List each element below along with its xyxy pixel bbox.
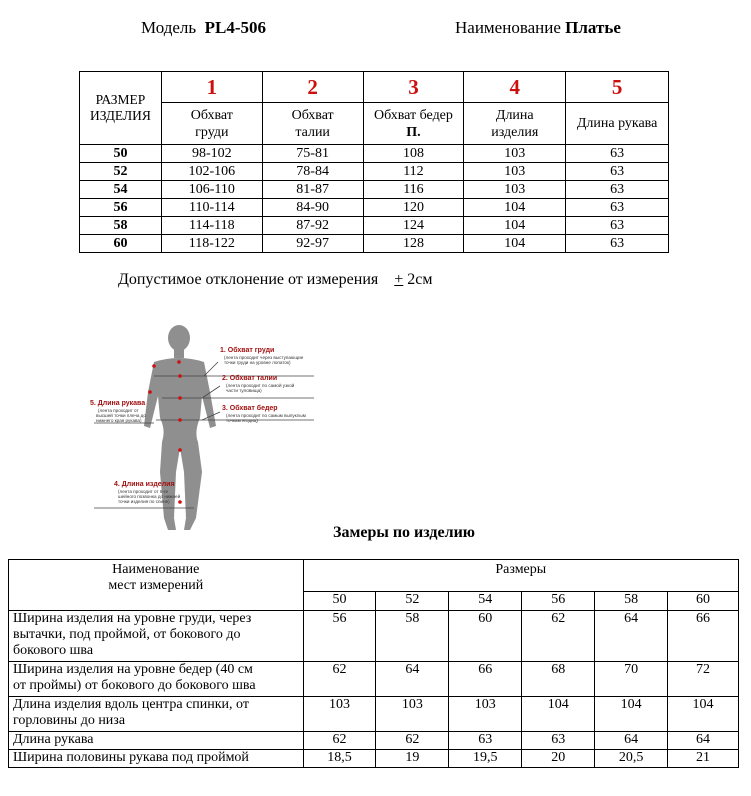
measurement-cell: 63 xyxy=(566,145,669,163)
column-number: 2 xyxy=(262,72,363,103)
garment-value-cell: 70 xyxy=(595,662,668,697)
measurement-cell: 63 xyxy=(566,199,669,217)
column-number: 1 xyxy=(161,72,262,103)
measure-place-label xyxy=(9,750,304,768)
column-header-line: Длина xyxy=(495,107,534,123)
garment-value-cell: 64 xyxy=(595,611,668,662)
note-hips-2: точкам ягодиц) xyxy=(226,418,258,423)
measurement-cell: 114-118 xyxy=(161,217,262,235)
measurement-cell: 81-87 xyxy=(262,181,363,199)
size-table xyxy=(79,71,669,253)
measurement-cell: 120 xyxy=(363,199,464,217)
size-corner-label-1: РАЗМЕР xyxy=(95,92,146,107)
column-header xyxy=(161,103,262,145)
garment-value-cell: 60 xyxy=(449,611,522,662)
note-sleeve-1: (лента проходит от xyxy=(98,408,139,413)
column-header xyxy=(363,103,464,145)
tolerance-line xyxy=(118,271,433,289)
product-name-line xyxy=(455,18,621,38)
size-header-cell: 56 xyxy=(522,591,595,610)
measurement-cell: 128 xyxy=(363,235,464,253)
garment-value-cell: 64 xyxy=(595,732,668,750)
note-hips-1: (лента проходит по самым выпуклым xyxy=(226,413,306,418)
garment-value-cell: 104 xyxy=(595,697,668,732)
garment-value-cell: 62 xyxy=(303,732,376,750)
note-length-1: (лента проходит от 6-ге xyxy=(118,489,169,494)
garment-row xyxy=(9,697,739,732)
measurement-cell: 63 xyxy=(566,163,669,181)
measurement-cell: 63 xyxy=(566,181,669,199)
garment-value-cell: 68 xyxy=(522,662,595,697)
measure-place-label xyxy=(9,662,304,697)
size-corner-cell xyxy=(80,72,162,145)
column-number: 3 xyxy=(363,72,464,103)
label-length: 4. Длина изделия xyxy=(114,481,175,488)
garment-value-cell: 66 xyxy=(668,611,739,662)
note-sleeve-3: нижнего края рукава) xyxy=(96,418,142,423)
garment-value-cell: 62 xyxy=(522,611,595,662)
measure-place-label xyxy=(9,611,304,662)
measure-place-header xyxy=(9,560,304,611)
size-header-cell: 50 xyxy=(303,591,376,610)
name-value: Платье xyxy=(565,18,621,37)
column-header-line: Обхват xyxy=(291,107,334,123)
note-chest-2: точки груди на уровне лопаток) xyxy=(224,360,291,365)
garment-table-title: Замеры по изделию xyxy=(333,524,476,541)
garment-value-cell: 19 xyxy=(376,750,449,768)
size-row xyxy=(80,181,669,199)
measurement-cell: 103 xyxy=(464,145,566,163)
measurement-cell: 112 xyxy=(363,163,464,181)
garment-value-cell: 20,5 xyxy=(595,750,668,768)
garment-value-cell: 103 xyxy=(376,697,449,732)
note-length-3: точки изделия по спине) xyxy=(118,499,170,504)
size-row xyxy=(80,145,669,163)
note-chest-1: (лента проходит через выступающие xyxy=(224,355,304,360)
garment-value-cell: 103 xyxy=(449,697,522,732)
measure-place-label-line: горловины до низа xyxy=(13,713,126,728)
column-header xyxy=(566,103,669,145)
garment-value-cell: 64 xyxy=(376,662,449,697)
column-header-line: груди xyxy=(195,124,229,140)
label-hips: 3. Обхват бедер xyxy=(222,405,278,412)
size-header-cell: 60 xyxy=(668,591,739,610)
note-sleeve-2: высшей точки плеча до xyxy=(96,413,146,418)
model-value: PL4-506 xyxy=(204,18,267,37)
size-row xyxy=(80,199,669,217)
measurement-cell: 103 xyxy=(464,181,566,199)
measurement-cell: 84-90 xyxy=(262,199,363,217)
measure-place-label-line: Ширина изделия на уровне бедер (40 см xyxy=(13,662,253,677)
measure-place-label-line: от проймы) от бокового до бокового шва xyxy=(13,678,256,693)
measurement-cell: 108 xyxy=(363,145,464,163)
label-chest: 1. Обхват груди xyxy=(220,347,275,354)
measurement-cell: 118-122 xyxy=(161,235,262,253)
measurement-cell: 103 xyxy=(464,163,566,181)
size-value: 56 xyxy=(80,199,162,217)
garment-value-cell: 62 xyxy=(376,732,449,750)
measure-place-label-line: Длина изделия вдоль центра спинки, от xyxy=(13,697,249,712)
model-line xyxy=(141,18,266,38)
tolerance-text: Допустимое отклонение от измерения xyxy=(118,271,379,288)
measurement-figure xyxy=(84,322,334,540)
garment-value-cell: 21 xyxy=(668,750,739,768)
measurement-cell: 104 xyxy=(464,235,566,253)
label-sleeve: 5. Длина рукава xyxy=(90,400,146,407)
size-header-cell: 54 xyxy=(449,591,522,610)
garment-value-cell: 104 xyxy=(668,697,739,732)
size-row xyxy=(80,235,669,253)
column-number: 5 xyxy=(566,72,669,103)
size-value: 52 xyxy=(80,163,162,181)
measurement-cell: 124 xyxy=(363,217,464,235)
column-header xyxy=(262,103,363,145)
garment-table xyxy=(8,559,739,768)
garment-value-cell: 66 xyxy=(449,662,522,697)
sizes-header: Размеры xyxy=(303,560,738,592)
column-header-line: Обхват бедер xyxy=(374,107,453,123)
model-label: Модель xyxy=(141,18,197,37)
size-value: 54 xyxy=(80,181,162,199)
measure-place-label-line: Ширина изделия на уровне груди, через xyxy=(13,611,252,626)
garment-value-cell: 18,5 xyxy=(303,750,376,768)
column-header-line: Длина рукава xyxy=(576,116,658,131)
measure-place-label-line: вытачки, под проймой, от бокового до xyxy=(13,627,241,642)
measurement-cell: 98-102 xyxy=(161,145,262,163)
measurement-cell: 116 xyxy=(363,181,464,199)
measure-place-label-line: бокового шва xyxy=(13,643,94,658)
label-waist: 2. Обхват талии xyxy=(222,375,278,382)
column-header-line: талии xyxy=(295,124,330,140)
column-header xyxy=(464,103,566,145)
garment-row xyxy=(9,732,739,750)
column-header-line: изделия xyxy=(491,124,539,140)
garment-value-cell: 62 xyxy=(303,662,376,697)
garment-value-cell: 64 xyxy=(668,732,739,750)
garment-row xyxy=(9,611,739,662)
plus-minus-sign: + xyxy=(394,271,404,288)
garment-value-cell: 72 xyxy=(668,662,739,697)
measurement-cell: 87-92 xyxy=(262,217,363,235)
measure-place-header-line: Наименование xyxy=(112,562,200,577)
measurement-cell: 78-84 xyxy=(262,163,363,181)
measure-place-label xyxy=(9,732,304,750)
garment-value-cell: 20 xyxy=(522,750,595,768)
garment-row xyxy=(9,750,739,768)
column-number: 4 xyxy=(464,72,566,103)
size-corner-label-2: ИЗДЕЛИЯ xyxy=(90,108,151,123)
column-header-line: П. xyxy=(406,124,421,140)
measurement-cell: 63 xyxy=(566,235,669,253)
tolerance-value: 2см xyxy=(403,271,433,288)
garment-value-cell: 103 xyxy=(303,697,376,732)
measurement-cell: 102-106 xyxy=(161,163,262,181)
measure-place-header-line: мест измерений xyxy=(108,578,204,593)
garment-value-cell: 104 xyxy=(522,697,595,732)
column-header-line: Обхват xyxy=(190,107,233,123)
measurement-cell: 106-110 xyxy=(161,181,262,199)
garment-value-cell: 19,5 xyxy=(449,750,522,768)
size-value: 50 xyxy=(80,145,162,163)
measurement-cell: 63 xyxy=(566,217,669,235)
garment-value-cell: 58 xyxy=(376,611,449,662)
garment-value-cell: 56 xyxy=(303,611,376,662)
measurement-cell: 104 xyxy=(464,199,566,217)
size-value: 60 xyxy=(80,235,162,253)
size-value: 58 xyxy=(80,217,162,235)
measurement-cell: 110-114 xyxy=(161,199,262,217)
note-waist-2: части туловища) xyxy=(226,388,262,393)
name-label: Наименование xyxy=(455,18,561,37)
garment-value-cell: 63 xyxy=(522,732,595,750)
measure-place-label xyxy=(9,697,304,732)
measurement-cell: 104 xyxy=(464,217,566,235)
size-header-cell: 52 xyxy=(376,591,449,610)
note-waist-1: (лента проходит по самой узкой xyxy=(226,383,295,388)
measure-place-label-line: Ширина половины рукава под проймой xyxy=(13,750,249,765)
note-length-2: шейного позвонка до нижней xyxy=(118,494,181,499)
garment-value-cell: 63 xyxy=(449,732,522,750)
measurement-cell: 75-81 xyxy=(262,145,363,163)
garment-row xyxy=(9,662,739,697)
size-header-cell: 58 xyxy=(595,591,668,610)
measure-place-label-line: Длина рукава xyxy=(13,732,94,747)
size-row xyxy=(80,163,669,181)
measurement-cell: 92-97 xyxy=(262,235,363,253)
size-row xyxy=(80,217,669,235)
